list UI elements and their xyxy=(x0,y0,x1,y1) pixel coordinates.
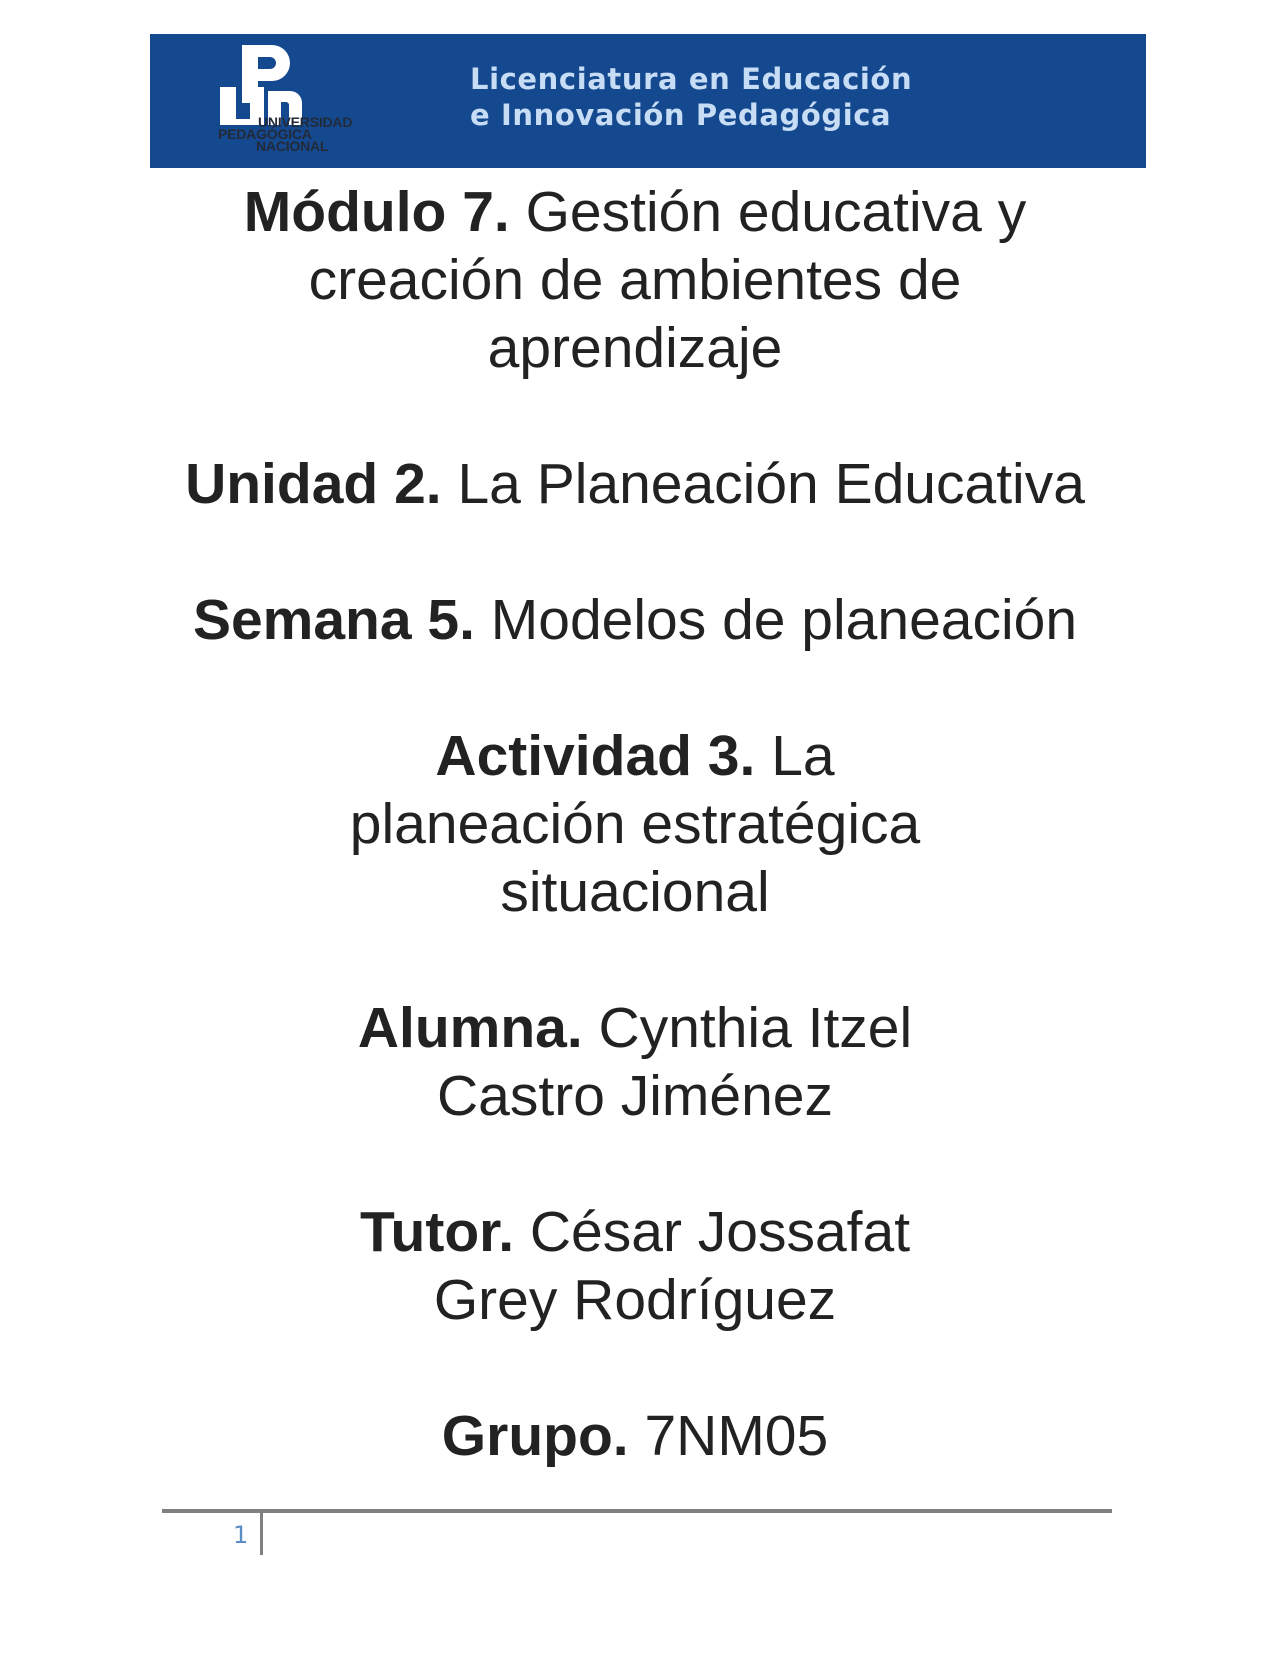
tutor-entry xyxy=(150,1198,1120,1334)
unidad-value: La Planeación Educativa xyxy=(457,452,1085,516)
modulo-label: Módulo 7. xyxy=(243,180,510,244)
logo-line-3: NACIONAL xyxy=(256,138,329,154)
modulo-value: Gestión educativa y creación de ambientes de aprendizaje xyxy=(308,180,1027,380)
grupo-entry xyxy=(150,1402,1120,1470)
program-title xyxy=(470,61,912,133)
modulo-entry xyxy=(150,178,1120,382)
unidad-label: Unidad 2. xyxy=(185,452,442,516)
grupo-label: Grupo. xyxy=(441,1404,629,1468)
logo-line-1: UNIVERSIDAD xyxy=(258,114,353,130)
logo-line-2: PEDAGÓGICA xyxy=(218,126,312,142)
unidad-entry xyxy=(150,450,1120,518)
alumna-label: Alumna. xyxy=(357,996,583,1060)
cover-content xyxy=(150,178,1120,1538)
footer-rule xyxy=(162,1509,1112,1513)
page-number: 1 xyxy=(233,1521,249,1549)
alumna-value: Cynthia Itzel Castro Jiménez xyxy=(437,996,913,1128)
semana-label: Semana 5. xyxy=(192,588,475,652)
tutor-value: César Jossafat Grey Rodríguez xyxy=(433,1200,911,1332)
alumna-entry xyxy=(150,994,1120,1130)
semana-entry xyxy=(150,586,1120,654)
grupo-value: 7NM05 xyxy=(644,1404,829,1468)
semana-value: Modelos de planeación xyxy=(490,588,1078,652)
page-number-divider xyxy=(260,1513,263,1555)
header-banner xyxy=(150,34,1146,168)
actividad-entry xyxy=(150,722,1120,926)
program-title-line-1: Licenciatura en Educación xyxy=(470,62,913,96)
tutor-label: Tutor. xyxy=(359,1200,515,1264)
logo-caption xyxy=(218,116,368,152)
actividad-value: La planeación estratégica situacional xyxy=(349,724,921,924)
actividad-label: Actividad 3. xyxy=(435,724,756,788)
program-title-line-2: e Innovación Pedagógica xyxy=(470,98,892,132)
